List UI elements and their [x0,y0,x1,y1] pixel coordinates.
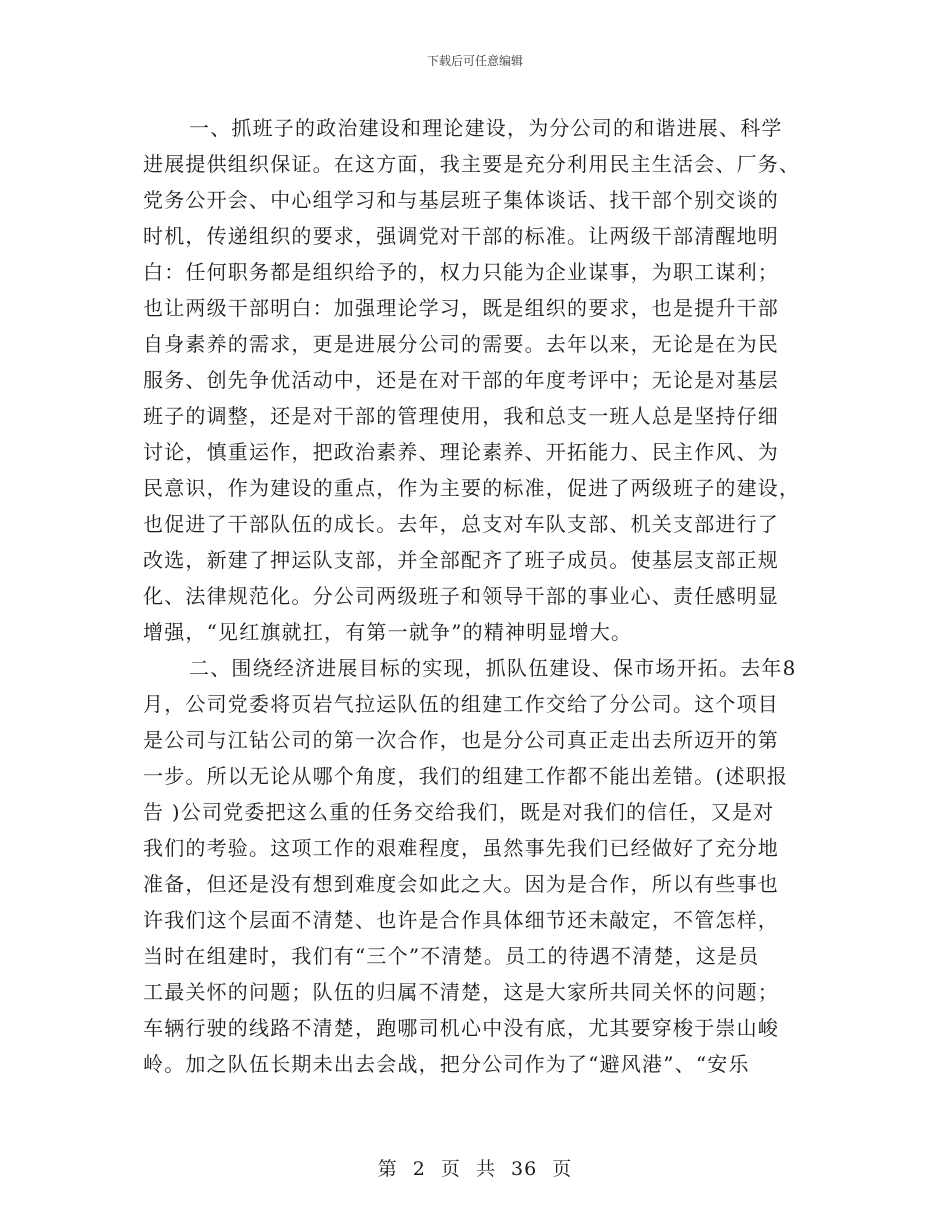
text-line: 化、法律规范化。分公司两级班子和领导干部的事业心、责任感明显 [143,584,779,608]
text-line: 二、围绕经济进展目标的实现，抓队伍建设、保市场开拓。去年8 [189,656,797,680]
total-pages: 36 [511,1158,538,1180]
page-footer [0,1154,950,1181]
footer-suffix: 页 [552,1158,573,1180]
text-line: 服务、创先争优活动中，还是在对干部的年度考评中；无论是对基层 [143,368,779,392]
text-line: 改选，新建了押运队支部，并全部配齐了班子成员。使基层支部正规 [143,548,779,572]
footer-prefix: 第 [377,1158,398,1180]
text-line: 准备，但还是没有想到难度会如此之大。因为是合作，所以有些事也 [143,872,779,896]
text-line: 是公司与江钻公司的第一次合作，也是分公司真正走出去所迈开的第 [143,728,779,752]
text-line: 许我们这个层面不清楚、也许是合作具体细节还未敲定，不管怎样， [143,908,779,932]
text-line: 白：任何职务都是组织给予的，权力只能为企业谋事，为职工谋利； [143,260,779,284]
text-line: 也让两级干部明白：加强理论学习，既是组织的要求，也是提升干部 [143,296,779,320]
text-line: 讨论，慎重运作，把政治素养、理论素养、开拓能力、民主作风、为 [143,440,779,464]
text-line: 岭。加之队伍长期未出去会战，把分公司作为了“避风港”、“安乐 [143,1052,750,1076]
page-header: 下载后可任意编辑 [426,54,523,68]
text-line: 也促进了干部队伍的成长。去年，总支对车队支部、机关支部进行了 [143,512,779,536]
text-line: 增强，“见红旗就扛，有第一就争”的精神明显增大。 [143,620,633,644]
footer-mid1: 页 [440,1158,461,1180]
text-line: 我们的考验。这项工作的艰难程度，虽然事先我们已经做好了充分地 [143,836,779,860]
text-line: 进展提供组织保证。在这方面，我主要是充分利用民主生活会、厂务、 [143,152,801,176]
text-line: 工最关怀的问题；队伍的归属不清楚，这是大家所共同关怀的问题； [143,980,779,1004]
text-line: 车辆行驶的线路不清楚，跑哪司机心中没有底，尤其要穿梭于崇山峻 [143,1016,779,1040]
text-line: 一、抓班子的政治建设和理论建设，为分公司的和谐进展、科学 [189,116,783,140]
text-line: 告 )公司党委把这么重的任务交给我们，既是对我们的信任，又是对 [143,800,775,824]
text-line: 月，公司党委将页岩气拉运队伍的组建工作交给了分公司。这个项目 [143,692,779,716]
paragraph-1 [143,110,808,650]
text-line: 时机，传递组织的要求，强调党对干部的标准。让两级干部清醒地明 [143,224,779,248]
page-number: 2 [412,1158,426,1180]
text-line: 党务公开会、中心组学习和与基层班子集体谈话、找干部个别交谈的 [143,188,779,212]
text-line: 一步。所以无论从哪个角度，我们的组建工作都不能出差错。(述职报 [143,764,789,788]
paragraph-2 [143,650,808,1082]
footer-mid2: 共 [475,1158,496,1180]
text-line: 班子的调整，还是对干部的管理使用，我和总支一班人总是坚持仔细 [143,404,779,428]
text-line: 当时在组建时，我们有“三个”不清楚。员工的待遇不清楚，这是员 [143,944,760,968]
text-line: 自身素养的需求，更是进展分公司的需要。去年以来，无论是在为民 [143,332,779,356]
text-line: 民意识，作为建设的重点，作为主要的标准，促进了两级班子的建设， [143,476,801,500]
document-body [143,110,808,1082]
